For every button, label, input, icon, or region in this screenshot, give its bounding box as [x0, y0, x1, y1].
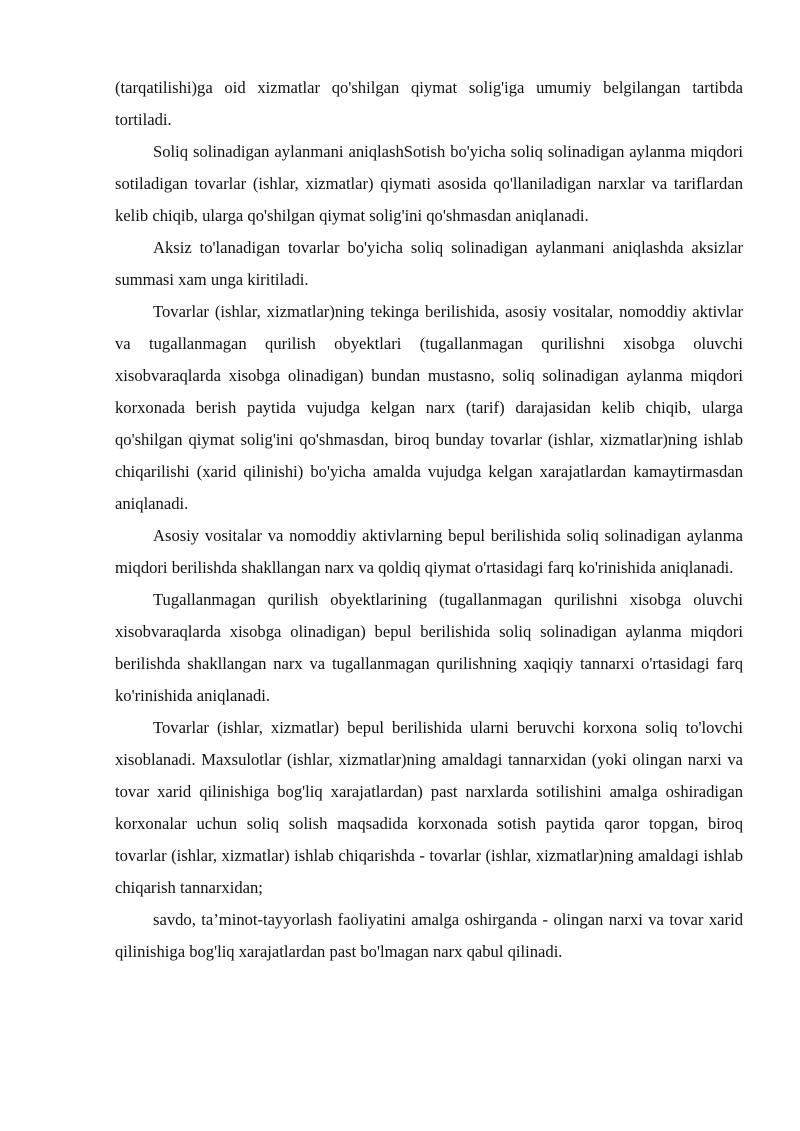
- paragraph: Soliq solinadigan aylanmani aniqlashSotish bo'yicha soliq solinadigan aylanma miqdori sotiladigan tovarlar (ishlar, xizmatlar) qiymati asosida qo'llaniladigan narxlar va tariflardan kelib chiqib, ularga qo'shilgan qiymat solig'ini qo'shmasdan aniqlanadi.: [115, 142, 743, 225]
- paragraph: savdo, ta’minot-tayyorlash faoliyatini amalga oshirganda - olingan narxi va tovar xarid qilinishiga bog'liq xarajatlardan past bo'lmagan narx qabul qilinadi.: [115, 910, 743, 961]
- paragraph: Asosiy vositalar va nomoddiy aktivlarning bepul berilishida soliq solinadigan aylanma miqdori berilishda shakllangan narx va qoldiq qiymat o'rtasidagi farq ko'rinishida aniqlanadi.: [115, 526, 743, 577]
- document-page: [115, 72, 743, 968]
- paragraph: Tugallanmagan qurilish obyektlarining (tugallanmagan qurilishni xisobga oluvchi xisobvaraqlarda xisobga olinadigan) bepul berilishida soliq solinadigan aylanma miqdori berilishda shakllangan narx va tugallanmagan qurilishning xaqiqiy tannarxi o'rtasidagi farq ko'rinishida aniqlanadi.: [115, 590, 743, 705]
- paragraph-continuation: (tarqatilishi)ga oid xizmatlar qo'shilgan qiymat solig'iga umumiy belgilangan tartibda tortiladi.: [115, 78, 743, 129]
- paragraph: Tovarlar (ishlar, xizmatlar)ning tekinga berilishida, asosiy vositalar, nomoddiy aktivlar va tugallanmagan qurilish obyektlari (tugallanmagan qurilishni xisobga oluvchi xisobvaraqlarda xisobga olinadigan) bundan mustasno, soliq solinadigan aylanma miqdori korxonada berish paytida vujudga kelgan narx (tarif) darajasidan kelib chiqib, ularga qo'shilgan qiymat solig'ini qo'shmasdan, biroq bunday tovarlar (ishlar, xizmatlar)ning ishlab chiqarilishi (xarid qilinishi) bo'yicha amalda vujudga kelgan xarajatlardan kamaytirmasdan aniqlanadi.: [115, 302, 743, 513]
- paragraph: Tovarlar (ishlar, xizmatlar) bepul berilishida ularni beruvchi korxona soliq to'lovchi xisoblanadi. Maxsulotlar (ishlar, xizmatlar)ning amaldagi tannarxidan (yoki olingan narxi va tovar xarid qilinishiga bog'liq xarajatlardan) past narxlarda sotilishini amalga oshiradigan korxonalar uchun soliq solish maqsadida korxonada sotish paytida qaror topgan, biroq tovarlar (ishlar, xizmatlar) ishlab chiqarishda - tovarlar (ishlar, xizmatlar)ning amaldagi ishlab chiqarish tannarxidan;: [115, 718, 743, 897]
- paragraph: Aksiz to'lanadigan tovarlar bo'yicha soliq solinadigan aylanmani aniqlashda aksizlar summasi xam unga kiritiladi.: [115, 238, 743, 289]
